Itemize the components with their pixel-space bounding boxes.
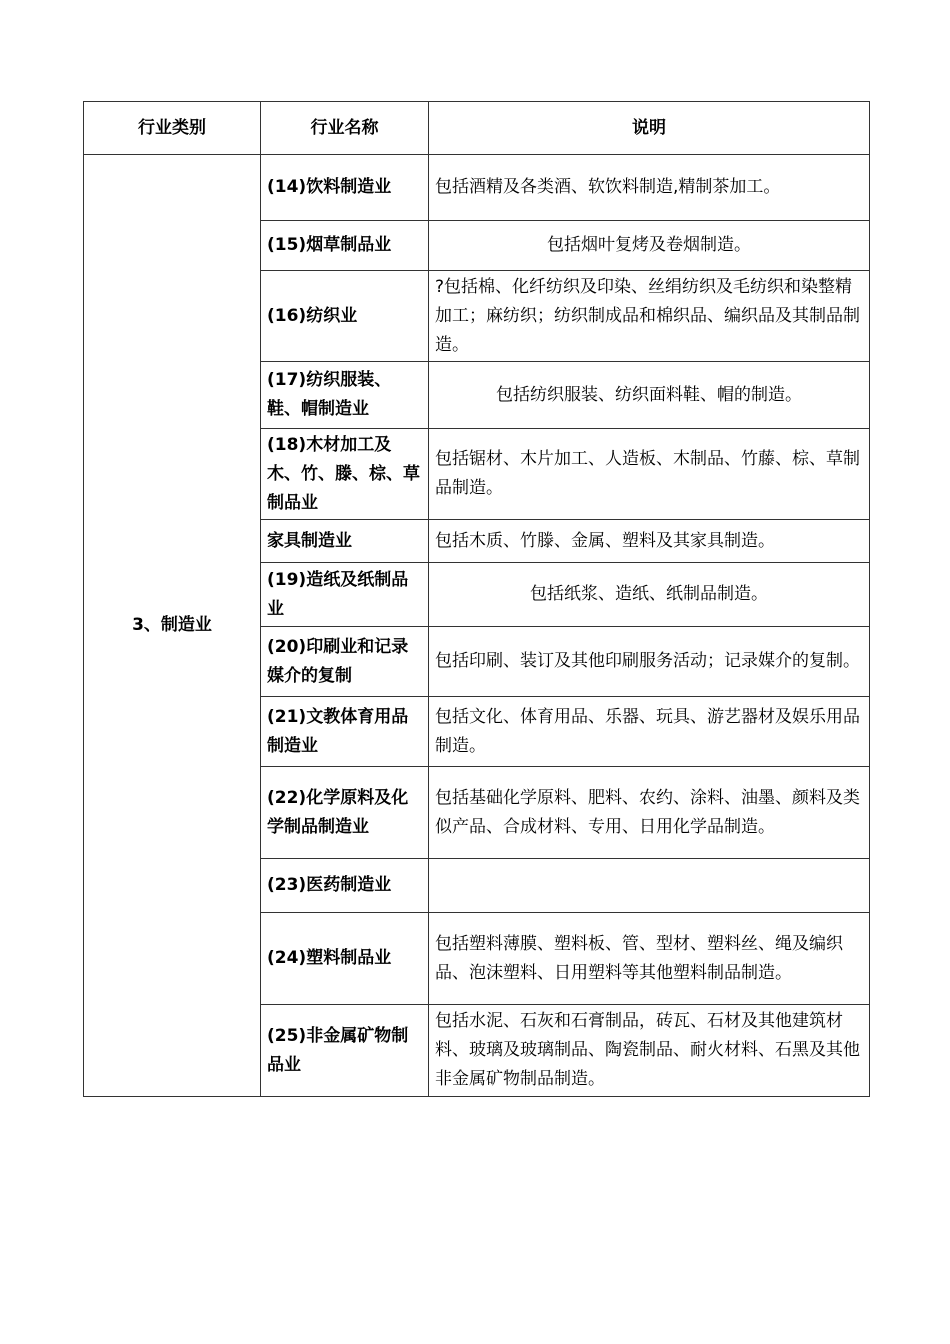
description-cell: 包括文化、体育用品、乐器、玩具、游艺器材及娱乐用品制造。 (429, 697, 870, 767)
description-cell: 包括塑料薄膜、塑料板、管、型材、塑料丝、绳及编织品、泡沫塑料、日用塑料等其他塑料制品制造。 (429, 913, 870, 1005)
industry-name-cell: (23)医药制造业 (261, 859, 429, 913)
industry-name-cell: (18)木材加工及木、竹、滕、棕、草制品业 (261, 429, 429, 520)
industry-name-cell: (22)化学原料及化学制品制造业 (261, 767, 429, 859)
description-cell: 包括基础化学原料、肥料、农约、涂料、油墨、颜料及类似产品、合成材料、专用、日用化学品制造。 (429, 767, 870, 859)
industry-name-cell: 家具制造业 (261, 520, 429, 563)
industry-name-cell: (20)印刷业和记录媒介的复制 (261, 627, 429, 697)
description-cell: ?包括棉、化纤纺织及印染、丝绢纺织及毛纺织和染整精加工；麻纺织；纺织制成品和棉织品、编织品及其制品制造。 (429, 271, 870, 362)
description-cell: 包括水泥、石灰和石膏制品，砖瓦、石材及其他建筑材料、玻璃及玻璃制品、陶瓷制品、耐火材料、石黑及其他非金属矿物制品制造。 (429, 1005, 870, 1097)
description-cell: 包括酒精及各类酒、软饮料制造,精制茶加工。 (429, 155, 870, 221)
description-cell: 包括锯材、木片加工、人造板、木制品、竹藤、棕、草制品制造。 (429, 429, 870, 520)
description-cell: 包括纸浆、造纸、纸制品制造。 (429, 563, 870, 627)
header-description: 说明 (429, 102, 870, 155)
industry-name-cell: (21)文教体育用品制造业 (261, 697, 429, 767)
industry-name-cell: (17)纺织服装、鞋、帽制造业 (261, 362, 429, 429)
description-cell: 包括木质、竹滕、金属、塑料及其家具制造。 (429, 520, 870, 563)
header-row (84, 102, 870, 155)
category-cell: 3、制造业 (84, 155, 261, 1097)
description-cell: 包括印刷、装订及其他印刷服务活动；记录媒介的复制。 (429, 627, 870, 697)
industry-name-cell: (16)纺织业 (261, 271, 429, 362)
description-cell: 包括烟叶复烤及卷烟制造。 (429, 221, 870, 271)
header-category: 行业类别 (84, 102, 261, 155)
industry-name-cell: (24)塑料制品业 (261, 913, 429, 1005)
industry-name-cell: (19)造纸及纸制品业 (261, 563, 429, 627)
header-name: 行业名称 (261, 102, 429, 155)
industry-table (83, 101, 870, 1097)
industry-name-cell: (25)非金属矿物制品业 (261, 1005, 429, 1097)
description-cell: 包括纺织服装、纺织面料鞋、帽的制造。 (429, 362, 870, 429)
industry-name-cell: (15)烟草制品业 (261, 221, 429, 271)
description-cell (429, 859, 870, 913)
table-row (84, 155, 870, 221)
industry-name-cell: (14)饮料制造业 (261, 155, 429, 221)
